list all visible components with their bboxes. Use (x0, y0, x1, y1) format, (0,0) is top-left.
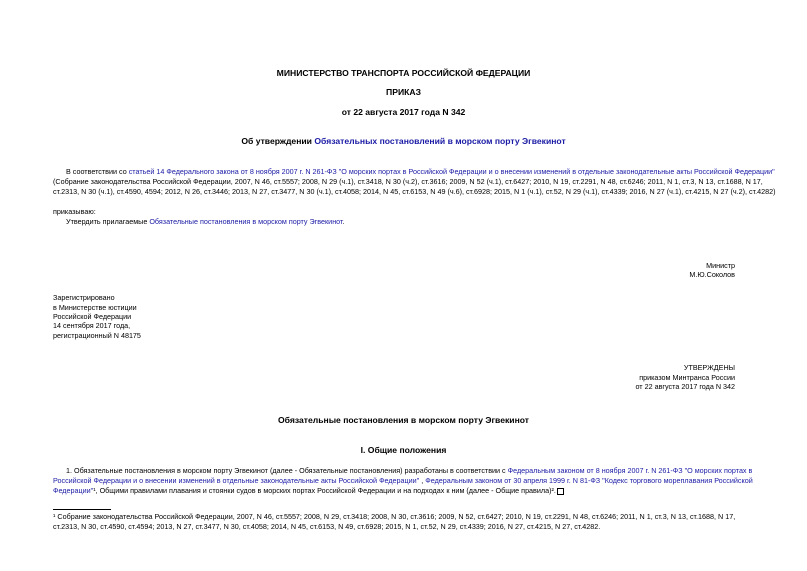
paragraph-1-line-2 (53, 477, 753, 484)
preamble-line-2: (Собрание законодательства Российской Федерации, 2007, N 46, ст.5557; 2008, N 29 (ч.1), ст.3418, N 30 (ч.2), ст.3616; 2009, N 52 (ч.1), ст.6427; 2010, N 19, ст.2291, N 48, ст.6246; 2011, N 1, ст.3, N 13, ст.1688, N 17, (53, 177, 763, 186)
order-title-link[interactable]: Обязательных постановлений в морском порту Эгвекинот (314, 136, 566, 146)
footnote-ref-icon[interactable] (557, 488, 564, 495)
approve-line (66, 218, 345, 225)
p1-rules-text: ¹, Общими правилами плавания и стоянки судов в морских портах Российской Федерации и на подходах к ним (далее - Общие правила)². (93, 486, 556, 495)
footnote-line-1: ¹ Собрание законодательства Российской Федерации, 2007, N 46, ст.5557; 2008, N 29, ст.3418; 2008, N 30, ст.3616; 2009, N 52, ст.6427; 2010, N 19, ст.2291, N 48, ст.6246; 2011, N 1, ст.3, N 13, ст.1688, N 17, (53, 512, 736, 521)
preamble-line-3: ст.2313, N 30 (ч.1), ст.4590, 4594; 2012, N 26, ст.3446; 2013, N 27, ст.3477, N 30 (ч.1), ст.4058; 2014, N 45, ст.6153, N 49 (ч.6), ст.6928; 2015, N 1 (ч.1), ст.52, N 29 (ч.1), ст.4339; 2016, N 27 (ч.1), ст.4215, N 27 (ч.2), ст.4282) (53, 187, 776, 196)
paragraph-1-line-3 (53, 487, 564, 495)
approved-line-1: УТВЕРЖДЕНЫ (683, 363, 735, 372)
order-title-prefix: Об утверждении (241, 136, 315, 146)
order-date-number: от 22 августа 2017 года N 342 (341, 107, 466, 117)
registration-line-2: в Министерстве юстиции (53, 303, 137, 312)
p1-law-81-link-cont[interactable]: Федерации" (53, 486, 94, 495)
registration-line-3: Российской Федерации (53, 312, 132, 321)
p1-law-261-link[interactable]: Федеральным законом от 8 ноября 2007 г. N 261-ФЗ "О морских портах в (507, 466, 753, 475)
approved-line-2: приказом Минтранса России (639, 373, 735, 382)
p1-law-81-link[interactable]: Федеральным законом от 30 апреля 1999 г. N 81-ФЗ "Кодекс торгового мореплавания Российской (425, 476, 753, 485)
approved-line-3: от 22 августа 2017 года N 342 (635, 382, 735, 391)
approve-link[interactable]: Обязательные постановления в морском порту Эгвекинот (149, 217, 343, 226)
registration-line-1: Зарегистрировано (53, 293, 115, 302)
section-heading: I. Общие положения (360, 445, 447, 455)
footnote-line-2: ст.2313, N 30, ст.4590, ст.4594; 2013, N 27, ст.3477, N 30, ст.4058; 2014, N 45, ст.6153, N 49, ст.6928; 2015, N 1, ст.52, N 29, ст.4339; 2016, N 27, ст.4215, N 27, ст.4282. (53, 522, 601, 531)
signature-name: М.Ю.Соколов (689, 270, 735, 279)
order-title (0, 137, 807, 146)
footnote-divider (53, 509, 111, 510)
approve-text: Утвердить прилагаемые (66, 217, 150, 226)
approve-end: . (342, 217, 345, 226)
preamble-line-1 (66, 168, 775, 175)
p1-law-261-link-cont[interactable]: Российской Федерации и о внесении изменений в отдельные законодательные акты Российской Федерации" (53, 476, 420, 485)
preamble-law-link[interactable]: статьей 14 Федерального закона от 8 ноября 2007 г. N 261-ФЗ "О морских портах в Российской Федерации и о внесении изменений в отдельные законодательные акты Российской Федерации" (128, 167, 775, 176)
p1-text: 1. Обязательные постановления в морском порту Эгвекинот (далее - Обязательные постановления) разработаны в соответствии с (66, 466, 508, 475)
registration-line-5: регистрационный N 48175 (53, 331, 141, 340)
paragraph-1-line-1 (66, 467, 752, 474)
registration-line-4: 14 сентября 2017 года, (53, 321, 131, 330)
annex-title: Обязательные постановления в морском порту Эгвекинот (277, 415, 530, 425)
preamble-text: В соответствии со (66, 167, 129, 176)
order-label: приказываю: (53, 207, 96, 216)
ministry-heading: МИНИСТЕРСТВО ТРАНСПОРТА РОССИЙСКОЙ ФЕДЕРАЦИИ (276, 68, 531, 78)
p1-separator: , (419, 476, 426, 485)
doc-type-heading: ПРИКАЗ (386, 87, 421, 97)
signature-position: Министр (706, 261, 735, 270)
